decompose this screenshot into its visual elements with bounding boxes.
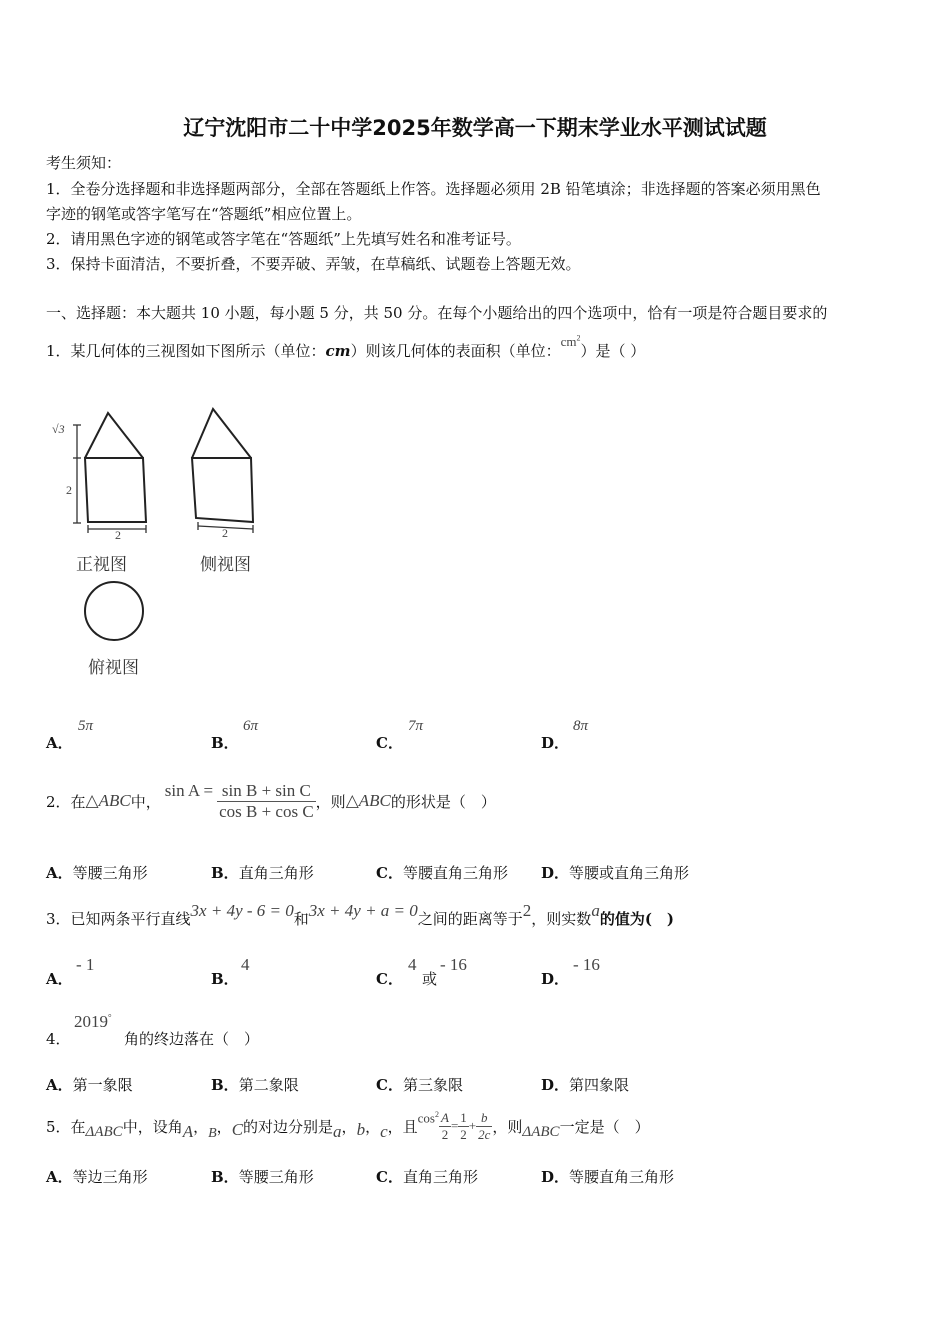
q1-option-d-label[interactable]: D． [541,734,570,752]
q3-distance: 2 [522,901,532,920]
q4-prefix: 4． [46,1030,71,1048]
q2-prefix: 2．在 [46,792,86,811]
q1-option-d-value: 8π [573,718,589,734]
q1-text-c: ）是（ ） [580,342,646,360]
q4-angle: 2019° [74,1012,112,1031]
q5-frac-b2c: $\frac{b}{2c}$ [478,1109,491,1142]
q2-option-a[interactable]: A．等腰三角形 [46,864,148,882]
q4-suffix: 角的终边落在（ ） [124,1030,260,1048]
q2-suffix: 的形状是（ ） [390,792,496,811]
question-3 [46,901,675,929]
q2-triangle-2: △ABC [345,791,391,810]
q2-triangle: △ABC [85,791,131,810]
q3-mid: 之间的距离等于 [417,910,523,928]
q3-line-2: 3x + 4y + a = 0 [308,901,418,920]
q3-suffix: 的值为( ) [599,910,675,928]
q3-option-b-label[interactable]: B． [211,970,239,988]
q2-option-c[interactable]: C．等腰直角三角形 [376,864,508,882]
q5-option-a[interactable]: A．等边三角形 [46,1168,148,1186]
question-2 [46,776,496,826]
q2-numerator: sin B + sin C [217,781,316,802]
q3-line-1: 3x + 4y - 6 = 0 [190,901,294,920]
notice-line-3: 3．保持卡面清洁，不要折叠，不要弄破、弄皱，在草稿纸、试题卷上答题无效。 [46,255,581,273]
top-view-circle [85,582,143,640]
front-view-caption: 正视图 [76,555,127,575]
q5-side-a: a [333,1122,342,1141]
q4-option-b[interactable]: B．第二象限 [211,1076,299,1094]
q2-denominator: cos B + cos C [219,801,314,821]
side-view-caption: 侧视图 [200,555,251,575]
q4-option-c[interactable]: C．第三象限 [376,1076,463,1094]
q3-option-a-label[interactable]: A． [46,970,73,988]
section-heading: 一、选择题：本大题共 10 小题，每小题 5 分，共 50 分。在每个小题给出的四个选项中，恰有一项是符合题目要求的 [46,304,828,322]
q5-angle-a: A [182,1122,194,1141]
label-2-side-bottom: 2 [222,526,228,540]
q5-option-b[interactable]: B．等腰三角形 [211,1168,314,1186]
q1-option-b-label[interactable]: B． [211,734,239,752]
q4-option-d[interactable]: D．第四象限 [541,1076,630,1094]
front-view [85,413,146,522]
question-5: 5．在 ΔABC 中，设角 A ， B ， C 的对边分别是 a ， b ， c ，且 $\cos^2$ $\frac{A}{2}$ = $\frac{1}{2}$ + $\frac{b}{2c}$ ，则 ΔABC 一定是（ ） [46,1109,650,1142]
q5-side-b: b [356,1120,366,1139]
q3-option-c-label[interactable]: C． [376,970,403,988]
q1-option-b-value: 6π [243,718,259,734]
three-view-figure [40,395,280,685]
q2-option-b[interactable]: B．直角三角形 [211,864,314,882]
q5-frac-a2: $\frac{A}{2}$ [440,1109,449,1142]
q3-option-d-value: - 16 [573,955,600,974]
q3-option-c-or: 或 [422,970,438,988]
q1-option-a-value: 5π [78,718,94,734]
front-view-dimensions [73,425,146,533]
q5-angle-b: B [208,1126,217,1141]
notice-line-1a: 1．全卷分选择题和非选择题两部分，全部在答题纸上作答。选择题必须用 2B 铅笔填涂；非选择题的答案必须用黑色 [46,180,821,198]
q1-option-c-value: 7π [408,718,424,734]
q1-unit: cm [325,342,351,360]
q5-triangle: ΔABC [85,1123,123,1140]
q1-text-a: 1．某几何体的三视图如下图所示（单位： [46,342,326,360]
question-1 [46,333,646,361]
q3-mid-2: ，则实数 [531,910,592,928]
label-2-front-bottom: 2 [115,528,121,542]
q5-triangle-2: ΔABC [522,1123,560,1140]
q3-option-b-value: 4 [241,955,250,974]
side-view [192,409,253,522]
q5-option-c[interactable]: C．直角三角形 [376,1168,478,1186]
q2-mid: 中， [130,792,161,811]
page-title: 辽宁沈阳市二十中学2025年数学高一下期末学业水平测试试题 [183,116,767,140]
q4-option-a[interactable]: A．第一象限 [46,1076,133,1094]
q1-text-b: ）则该几何体的表面积（单位： [350,342,561,360]
q5-cos: $\cos^2$ [417,1109,439,1126]
q1-option-a-label[interactable]: A． [46,734,73,752]
top-view-caption: 俯视图 [88,658,139,678]
q3-and: 和 [293,910,309,928]
q3-option-a-value: - 1 [76,955,95,974]
q3-prefix: 3．已知两条平行直线 [46,910,191,928]
notice-heading: 考生须知： [46,154,122,172]
q1-unit2: $cm^2$ [560,333,581,349]
q5-angle-c: C [231,1120,244,1139]
q2-fraction [217,781,316,822]
q5-frac-half: $\frac{1}{2}$ [460,1109,467,1142]
notice-line-1b: 字迹的钢笔或答字笔写在“答题纸”相应位置上。 [46,205,362,223]
label-sqrt3: √3 [52,422,65,436]
q2-lhs: sin A = [164,781,214,800]
q3-option-c-value-2: - 16 [440,955,467,974]
q2-after: ，则 [315,792,346,811]
q3-option-c-value: 4 [408,955,417,974]
q3-var: a [591,901,600,920]
label-2-left: 2 [66,483,72,497]
q5-option-d[interactable]: D．等腰直角三角形 [541,1168,675,1186]
q1-option-c-label[interactable]: C． [376,734,403,752]
notice-line-2: 2．请用黑色字迹的钢笔或答字笔在“答题纸”上先填写姓名和准考证号。 [46,230,521,248]
q2-option-d[interactable]: D．等腰或直角三角形 [541,864,690,882]
q3-option-d-label[interactable]: D． [541,970,570,988]
q5-side-c: c [380,1122,388,1141]
